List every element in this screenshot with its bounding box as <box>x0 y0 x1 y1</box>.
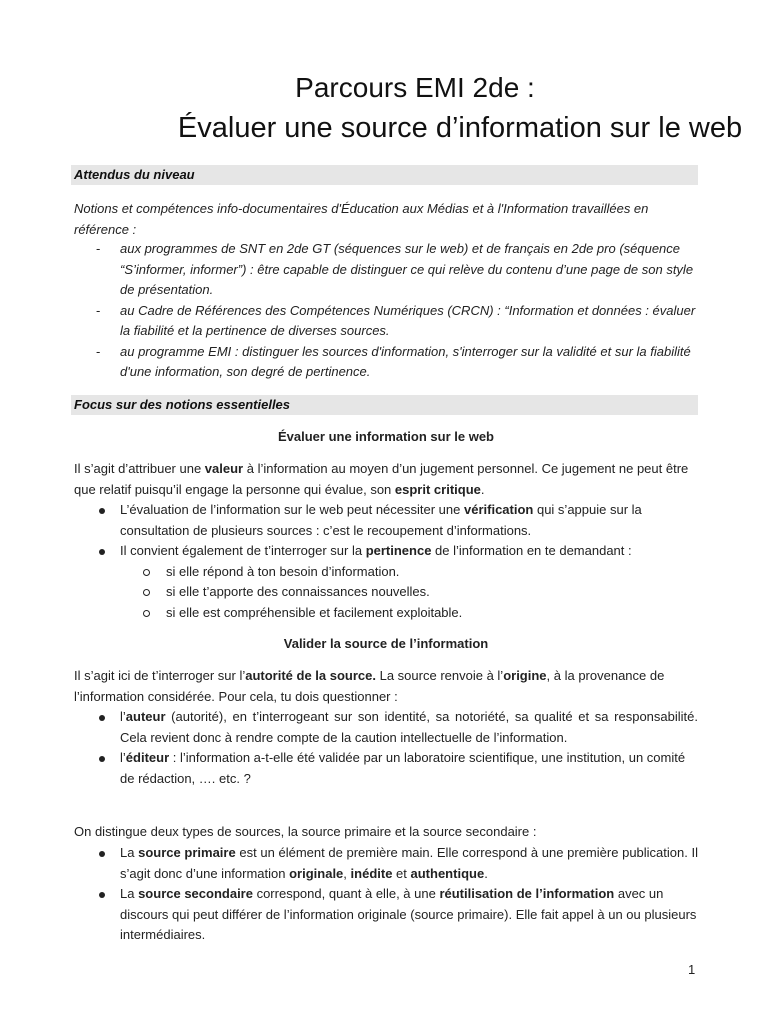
list-item: - au programme EMI : distinguer les sources d'information, s'interroger sur la validité et sur la fiabilité d'une information, son degré de pertinence. <box>96 343 691 379</box>
page-title-line1: Parcours EMI 2de : <box>295 72 535 103</box>
list-item: L’évaluation de l’information sur le web peut nécessiter une vérification qui s’appuie sur la consultation de plusieurs sources : c’est le recoupement d’informations. <box>74 500 698 541</box>
list-item: l’éditeur : l’information a-t-elle été validée par un laboratoire scientifique, une institution, un comité de rédaction, …. etc. ? <box>74 748 698 789</box>
section1-list <box>74 239 698 383</box>
circle-bullet-icon <box>143 610 150 617</box>
bullet-icon <box>99 892 105 898</box>
sources-intro: On distingue deux types de sources, la source primaire et la source secondaire : <box>74 824 537 839</box>
bullet-icon <box>99 508 105 514</box>
list-item: si elle t’apporte des connaissances nouvelles. <box>120 582 698 603</box>
valider-bullets <box>74 707 698 789</box>
list-item: Il convient également de t’interroger sur la pertinence de l’information en te demandant : si elle répond à ton besoin d’information. si elle t’apporte des connaissances nouvelles. si elle est compréhensible et facilement exploitable. <box>74 541 698 623</box>
evaluer-bullets <box>74 500 698 623</box>
subheading-valider: Valider la source de l’information <box>283 636 489 651</box>
list-item: l’auteur (autorité), en t’interrogeant sur son identité, sa notoriété, sa qualité et sa responsabilité. Cela revient donc à rendre compte de la caution intellectuelle de l’information. <box>74 707 698 748</box>
bullet-icon <box>99 756 105 762</box>
section-heading-focus: Focus sur des notions essentielles <box>71 395 698 415</box>
pertinence-sublist <box>120 562 698 624</box>
list-item: - au Cadre de Références des Compétences Numériques (CRCN) : “Information et données : évaluer la fiabilité et la pertinence de diverses sources. <box>96 302 696 338</box>
bullet-icon <box>99 715 105 721</box>
evaluer-paragraph: Il s’agit d’attribuer une valeur à l’information au moyen d’un jugement personnel. Ce jugement ne peut être que relatif puisqu’il engage la personne qui évalue, son esprit critique. <box>74 461 689 497</box>
list-item: La source primaire est un élément de première main. Elle correspond à une première publication. Il s’agit donc d’une information originale, inédite et authentique. <box>74 843 698 884</box>
circle-bullet-icon <box>143 569 150 576</box>
list-item: La source secondaire correspond, quant à elle, à une réutilisation de l’information avec un discours qui peut différer de l’information originale (source primaire). Elle fait appel à un ou plusieurs intermédiaires. <box>74 884 698 946</box>
subheading-evaluer: Évaluer une information sur le web <box>278 429 494 444</box>
list-item: si elle est compréhensible et facilement exploitable. <box>120 603 698 624</box>
valider-paragraph: Il s’agit ici de t’interroger sur l’autorité de la source. La source renvoie à l’origine, à la provenance de l’information considérée. Pour cela, tu dois questionner : <box>74 668 665 704</box>
page-number: 1 <box>688 962 696 977</box>
sources-bullets <box>74 843 698 946</box>
list-item: si elle répond à ton besoin d’information. <box>120 562 698 583</box>
circle-bullet-icon <box>143 589 150 596</box>
bullet-icon <box>99 549 105 555</box>
bullet-icon <box>99 851 105 857</box>
page-title-line2: Évaluer une source d’information sur le web <box>177 112 743 144</box>
section-heading-attendus: Attendus du niveau <box>71 165 698 185</box>
section1-intro: Notions et compétences info-documentaires d'Éducation aux Médias et à l'Information travaillées en référence : <box>74 201 649 237</box>
list-item: - aux programmes de SNT en 2de GT (séquences sur le web) et de français en 2de pro (séquence “S’informer, informer”) : être capable de distinguer ce qui relève du contenu d’une page de son style de présentation. <box>96 241 694 297</box>
